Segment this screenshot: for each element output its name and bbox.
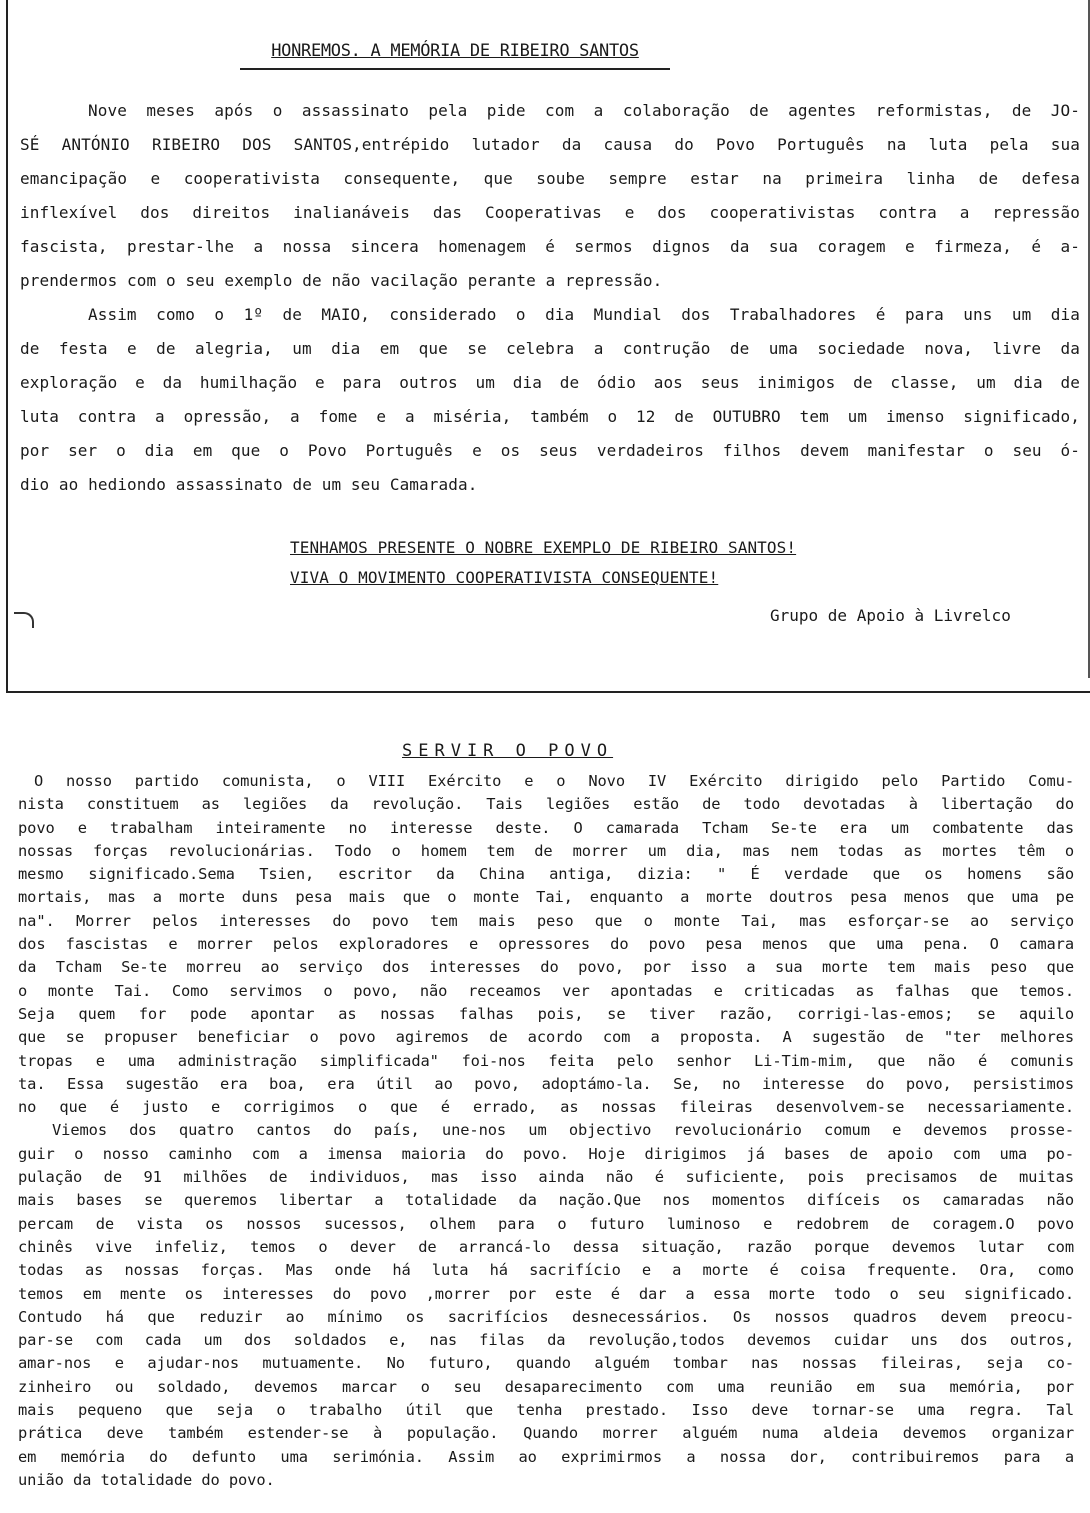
text-line: Seja quem for pode apontar as nossas falhas pois, se tiver razão, corrigi-las-emos; se aquilo: [18, 1004, 1074, 1023]
text-line: pulação de 91 milhões de individuos, mas isso ainda não é suficiente, pois precisamos de muitas: [18, 1168, 1074, 1187]
text-line: tropas e uma administração simplificada" foi-nos feita pelo senhor Li-Tim-mim, que não é comunis: [18, 1051, 1074, 1070]
text-line: prática deve também estender-se à população. Quando morrer alguém numa aldeia devemos organizar: [18, 1424, 1074, 1443]
text-line: Nove meses após o assassinato pela pide com a colaboração de agentes reformistas, de JO-: [88, 101, 1080, 120]
text-line: no que é justo e corrigimos o que é errado, as nossas fileiras desenvolvem-se necessariamente.: [18, 1098, 1074, 1117]
text-line: emancipação e cooperativista consequente, que soube sempre estar na primeira linha de defesa: [20, 169, 1080, 188]
text-line: nossas forças revolucionárias. Todo o homem tem de morrer um dia, mas nem todas as mortes têm o: [18, 841, 1074, 860]
text-line: nista constituem as legiões da revolução. Tais legiões estão de todo devotadas à libertação do: [18, 795, 1074, 814]
text-line: que se propuser beneficiar o povo agiremos de acordo com a proposta. A sugestão de "ter melhores: [18, 1028, 1074, 1047]
text-line: Contudo há que reduzir ao mínimo os sacrifícios desnecessários. Os nossos quadros devem preocu-: [18, 1307, 1074, 1326]
text-line: Assim como o 1º de MAIO, considerado o dia Mundial dos Trabalhadores é para uns um dia: [88, 305, 1080, 324]
document-body: [18, 770, 1074, 1492]
corner-mark: [14, 612, 34, 628]
text-line: amar-nos e ajudar-nos mutuamente. No futuro, quando alguém tombar nas nossas fileiras, seja co-: [18, 1354, 1074, 1373]
text-line: chinês vive infeliz, temos o dever de arrancá-lo dessa situação, razão porque devemos lutar com: [18, 1237, 1074, 1256]
text-line: mortais, mas a morte duns pesa mais que o monte Tai, enquanto a morte doutros pesa menos que uma pe: [18, 888, 1074, 907]
text-line: prendermos com o seu exemplo de não vacilação perante a repressão.: [20, 271, 663, 290]
text-line: mais pequeno que seja o trabalho útil que tenha prestado. Isso deve tornar-se uma regra. Tal: [18, 1401, 1074, 1420]
slogan-line: TENHAMOS PRESENTE O NOBRE EXEMPLO DE RIBEIRO SANTOS!: [290, 538, 797, 557]
document-title: SERVIR O POVO: [402, 741, 614, 761]
servir-o-povo-document: [0, 700, 1090, 1513]
text-line: de festa e de alegria, um dia em que se celebra a contrução de uma sociedade nova, livre da: [20, 339, 1080, 358]
slogan-line: VIVA O MOVIMENTO COOPERATIVISTA CONSEQUENTE!: [290, 568, 719, 587]
text-line: por ser o dia em que o Povo Português e os seus verdadeiros filhos devem manifestar o seu ó-: [20, 441, 1080, 460]
text-line: na". Morrer pelos interesses do povo tem mais peso que o monte Tai, mas esforçar-se ao serviço: [18, 911, 1074, 930]
text-line: luta contra a opressão, a fome e a miséria, também o 12 de OUTUBRO tem um imenso significado,: [20, 407, 1080, 426]
text-line: mais bases se queremos libertar a totalidade da nação.Que nos momentos difíceis os camaradas não: [18, 1191, 1074, 1210]
text-line: ta. Essa sugestão era boa, era útil ao povo, adoptámo-la. Se, no interesse do povo, persistimos: [18, 1074, 1074, 1093]
text-line: mesmo significado.Sema Tsien, escritor da China antiga, dizia: " É verdade que os homens são: [18, 865, 1074, 884]
text-line: o monte Tai. Como servimos o povo, não receamos ver apontadas e criticadas as falhas que temos.: [18, 981, 1074, 1000]
text-line: exploração e da humilhação e para outros um dia de ódio aos seus inimigos de classe, um dia de: [20, 373, 1080, 392]
text-line: povo e trabalham inteiramente no interesse deste. O camarada Tcham Se-te era um combatente das: [18, 818, 1074, 837]
document-body: [20, 94, 1080, 502]
text-line: SÉ ANTÓNIO RIBEIRO DOS SANTOS,entrépido lutador da causa do Povo Português na luta pela sua: [20, 135, 1080, 154]
text-line: guir o nosso caminho com a imensa maioria do povo. Hoje dirigimos já bases de apoio com uma po-: [18, 1144, 1074, 1163]
text-line: inflexível dos direitos inalianáveis das Cooperativas e dos cooperativistas contra a repressão: [20, 203, 1080, 222]
text-line: dio ao hediondo assassinato de um seu Camarada.: [20, 475, 478, 494]
text-line: Viemos dos quatro cantos do país, une-nos um objectivo revolucionário comum e devemos prosse-: [52, 1121, 1074, 1140]
text-line: temos em mente os interesses do povo ,morrer por este é dar a essa morte todo o seu significado.: [18, 1284, 1074, 1303]
text-line: zinheiro ou soldado, devemos marcar o seu desaparecimento com uma reunião em sua memória, por: [18, 1377, 1074, 1396]
memorial-document: [6, 0, 1090, 693]
text-line: em memória do defunto uma serimónia. Assim ao exprimirmos a nossa dor, contribuiremos para a: [18, 1447, 1074, 1466]
text-line: O nosso partido comunista, o VIII Exército e o Novo IV Exército dirigido pelo Partido Comu-: [34, 772, 1074, 790]
text-line: percam de vista os nossos sucessos, olhem para o futuro luminoso e redobrem de coragem.O povo: [18, 1214, 1074, 1233]
closing-slogans: [290, 533, 890, 593]
text-line: par-se com cada um dos soldados e, nas filas da revolução,todos devemos cuidar uns dos outros,: [18, 1331, 1074, 1350]
signature: Grupo de Apoio à Livrelco: [770, 606, 1011, 625]
document-title: HONREMOS. A MEMÓRIA DE RIBEIRO SANTOS: [240, 38, 670, 70]
text-line: fascista, prestar-lhe a nossa sincera homenagem é sermos dignos da sua coragem e firmeza, é a-: [20, 237, 1080, 256]
text-line: dos fascistas e morrer pelos exploradores e opressores do povo pesa menos que uma pena. O camara: [18, 935, 1074, 954]
text-line: da Tcham Se-te morreu ao serviço dos interesses do povo, por isso a sua morte tem mais peso que: [18, 958, 1074, 977]
text-line: união da totalidade do povo.: [18, 1470, 275, 1489]
text-line: todas as nossas forças. Mas onde há luta há sacrifício e a morte é coisa frequente. Ora, como: [18, 1261, 1074, 1280]
